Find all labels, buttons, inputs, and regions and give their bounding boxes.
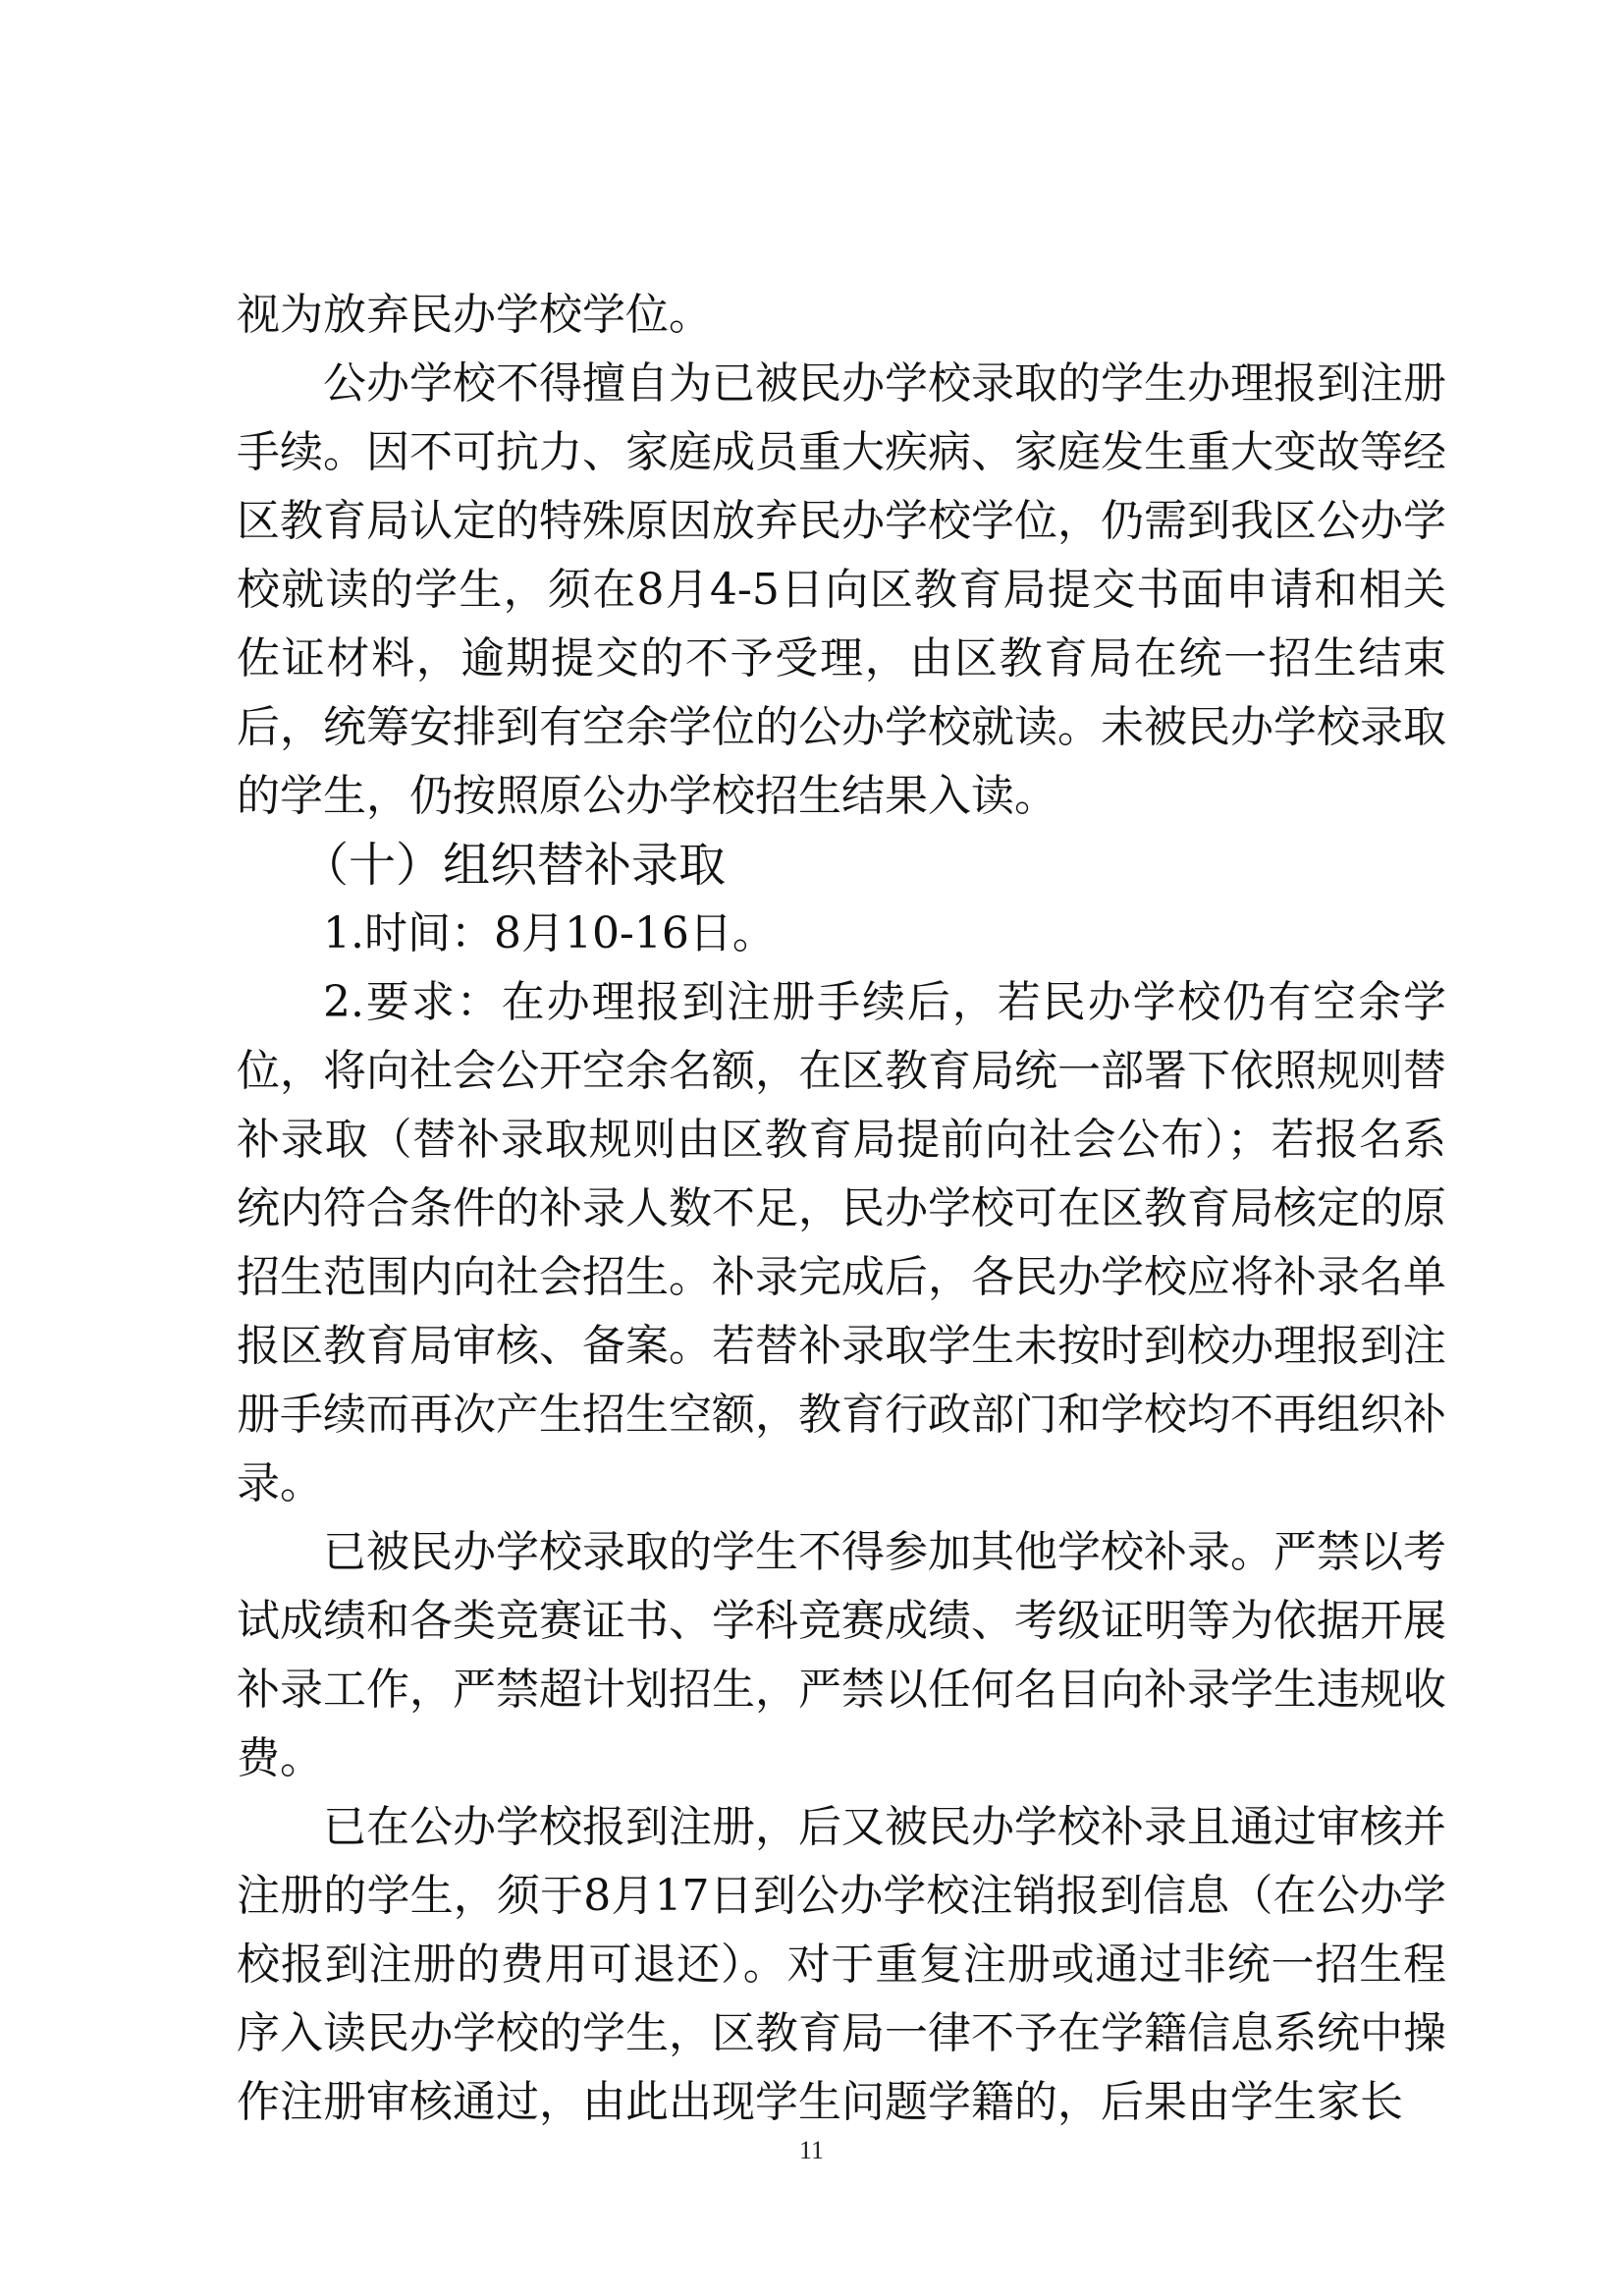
paragraph-continuation: 视为放弃民办学校学位。: [237, 290, 712, 340]
paragraph-time: 1.时间：8月10-16日。: [323, 908, 776, 958]
document-body: [237, 281, 1446, 2137]
section-heading-substitute-admission: （十）组织替补录取: [301, 838, 727, 893]
paragraph-prohibitions: 已被民办学校录取的学生不得参加其他学校补录。严禁以考试成绩和各类竞赛证书、学科竞赛成绩、考级证明等为依据开展补录工作，严禁超计划招生，严禁以任何名目向补录学生违规收费。: [237, 1527, 1446, 1783]
paragraph-public-school-registration: 公办学校不得擅自为已被民办学校录取的学生办理报到注册手续。因不可抗力、家庭成员重大疾病、家庭发生重大变故等经区教育局认定的特殊原因放弃民办学校学位，仍需到我区公办学校就读的学生，须在8月4-5日向区教育局提交书面申请和相关佐证材料，逾期提交的不予受理，由区教育局在统一招生结束后，统筹安排到有空余学位的公办学校就读。未被民办学校录取的学生，仍按照原公办学校招生结果入读。: [237, 358, 1446, 821]
paragraph-requirements: 2.要求：在办理报到注册手续后，若民办学校仍有空余学位，将向社会公开空余名额，在区教育局统一部署下依照规则替补录取（替补录取规则由区教育局提前向社会公布）；若报名系统内符合条件的补录人数不足，民办学校可在区教育局核定的原招生范围内向社会招生。补录完成后，各民办学校应将补录名单报区教育局审核、备案。若替补录取学生未按时到校办理报到注册手续而再次产生招生空额，教育行政部门和学校均不再组织补录。: [237, 977, 1446, 1508]
page-number: 11: [798, 2136, 825, 2164]
paragraph-cancel-registration: 已在公办学校报到注册，后又被民办学校补录且通过审核并注册的学生，须于8月17日到公办学校注销报到信息（在公办学校报到注册的费用可退还）。对于重复注册或通过非统一招生程序入读民办学校的学生，区教育局一律不予在学籍信息系统中操作注册审核通过，由此出现学生问题学籍的，后果由学生家长: [237, 1802, 1446, 2127]
